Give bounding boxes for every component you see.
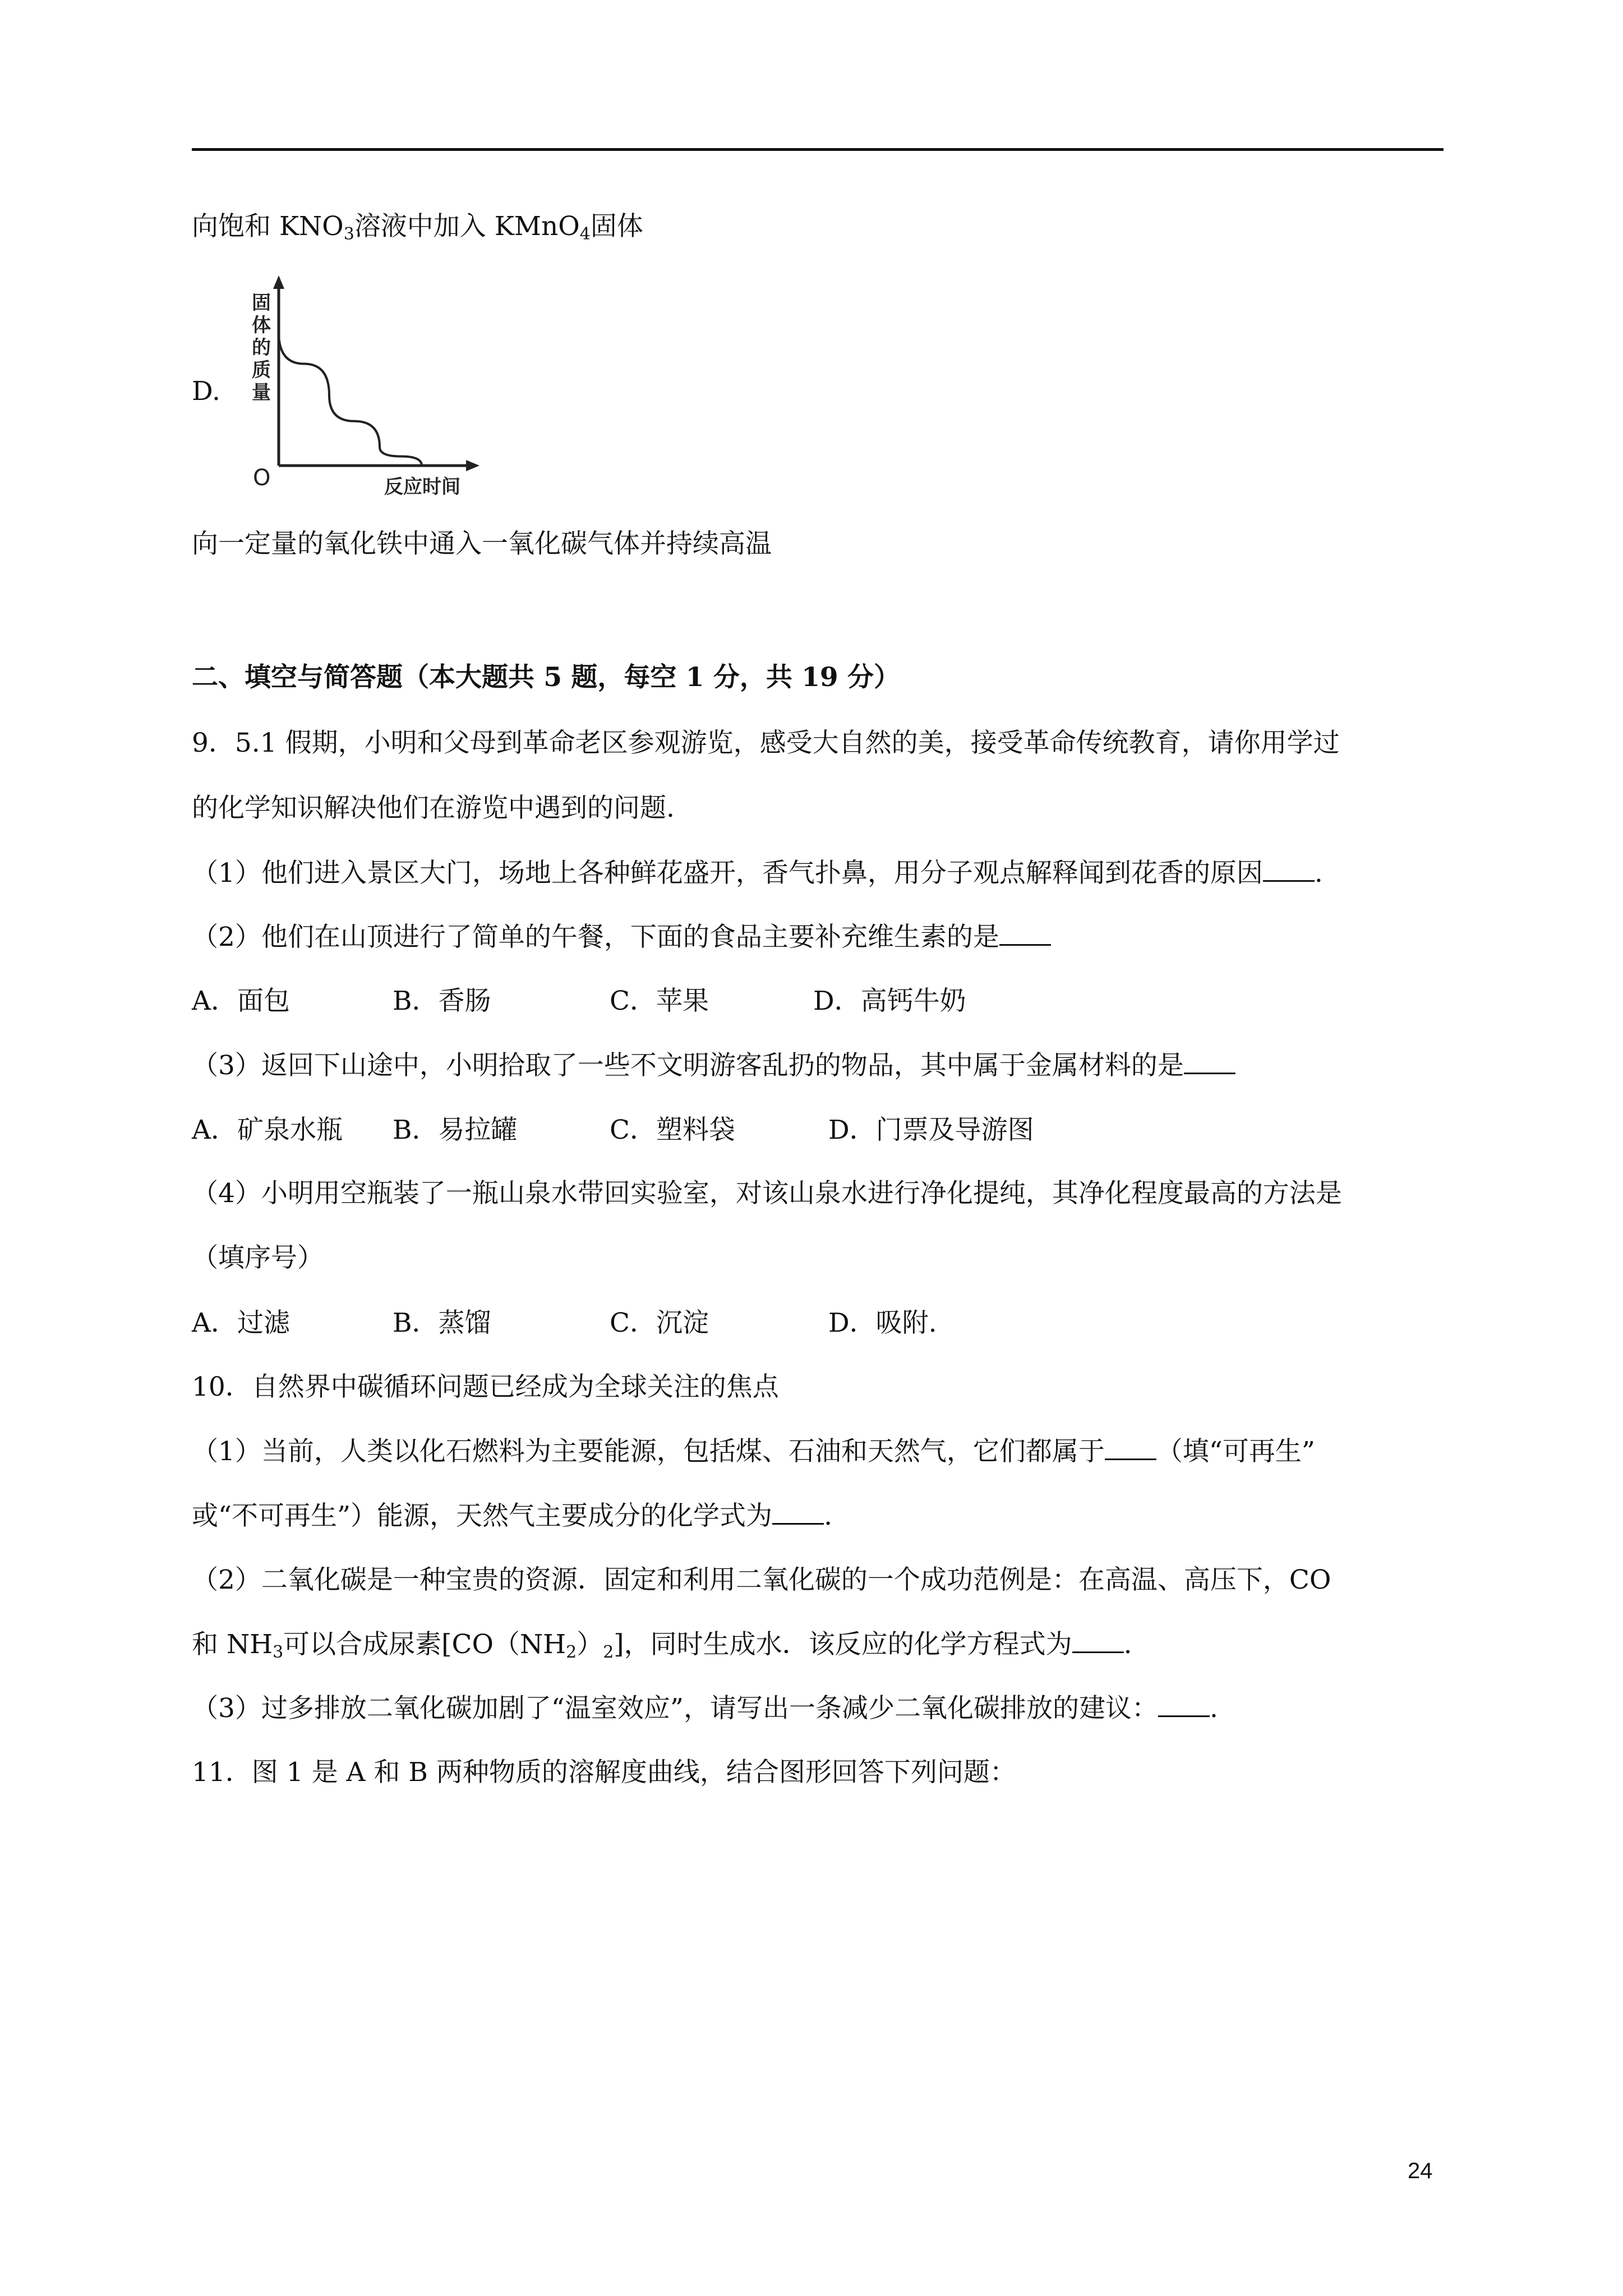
option-item[interactable]: D．吸附. [828, 1308, 937, 1338]
q11-title: 11．图 1 是 A 和 B 两种物质的溶解度曲线，结合图形回答下列问题： [192, 1757, 1016, 1788]
q9-part2-text: （2）他们在山顶进行了简单的午餐，下面的食品主要补充维生素的是 [192, 922, 999, 953]
q10-part2-text: ]，同时生成水．该反应的化学方程式为 [614, 1629, 1072, 1660]
answer-blank[interactable] [1072, 1631, 1124, 1653]
option-c-text-pre: 向饱和 KNO [192, 211, 344, 242]
y-axis-arrow-icon [273, 275, 284, 289]
option-d-label: D. [192, 376, 220, 407]
answer-blank[interactable] [1263, 860, 1315, 882]
option-item[interactable]: A．矿泉水瓶 [192, 1115, 343, 1145]
option-item[interactable]: C．沉淀 [610, 1308, 709, 1338]
q9-part3 [192, 1049, 1235, 1083]
answer-blank[interactable] [1105, 1438, 1156, 1460]
q10-part2-text: 和 NH [192, 1629, 273, 1660]
q9-part1-end: . [1314, 858, 1323, 889]
subscript: 3 [273, 1642, 284, 1662]
q10-part2-line1: （2）二氧化碳是一种宝贵的资源．固定和利用二氧化碳的一个成功范例是：在高温、高压下，CO [192, 1565, 1331, 1595]
option-item[interactable]: C．塑料袋 [610, 1115, 735, 1145]
q9-part1-text: （1）他们进入景区大门，场地上各种鲜花盛开，香气扑鼻，用分子观点解释闻到花香的原因 [192, 858, 1263, 889]
option-item[interactable]: A．过滤 [192, 1308, 290, 1338]
subscript: 4 [579, 224, 591, 244]
y-axis-label-char: 的 [252, 337, 271, 359]
q10-part3-text: （3）过多排放二氧化碳加剧了“温室效应”，请写出一条减少二氧化碳排放的建议： [192, 1693, 1158, 1724]
graph-curve [279, 332, 422, 466]
answer-blank[interactable] [772, 1503, 824, 1525]
option-d-caption: 向一定量的氧化铁中通入一氧化碳气体并持续高温 [192, 528, 772, 559]
answer-blank[interactable] [1158, 1695, 1210, 1717]
answer-blank[interactable] [1184, 1052, 1235, 1074]
q9-line2: 的化学知识解决他们在游览中遇到的问题. [192, 793, 675, 823]
q9-part4-line2: （填序号） [192, 1243, 324, 1273]
origin-label: O [253, 465, 271, 491]
x-axis-label: 反应时间 [384, 476, 460, 498]
option-item[interactable]: D．门票及导游图 [828, 1115, 1034, 1145]
y-axis-label-char: 质 [252, 359, 271, 381]
subscript: 3 [343, 224, 354, 244]
subscript: 2 [603, 1642, 614, 1662]
option-item[interactable]: B．蒸馏 [393, 1308, 491, 1338]
answer-blank[interactable] [999, 924, 1051, 946]
q10-part1-line1 [192, 1435, 1315, 1469]
q9-part4-line1: （4）小明用空瓶装了一瓶山泉水带回实验室，对该山泉水进行净化提纯，其净化程度最高的方法是 [192, 1178, 1342, 1209]
y-axis-label-char: 量 [252, 381, 271, 404]
q10-part1-text2: 或“不可再生”）能源，天然气主要成分的化学式为 [192, 1501, 773, 1531]
q9-part3-text: （3）返回下山途中，小明拾取了一些不文明游客乱扔的物品，其中属于金属材料的是 [192, 1050, 1184, 1081]
q10-part2-text: 可以合成尿素[CO（NH [283, 1629, 566, 1660]
q10-part3-end: . [1209, 1693, 1218, 1724]
q9-line1: 9．5.1 假期，小明和父母到革命老区参观游览，感受大自然的美，接受革命传统教育，请你用学过 [192, 728, 1340, 758]
q10-part1-line2 [192, 1499, 832, 1533]
option-c-text-post: 固体 [590, 211, 643, 242]
section-2-title: 二、填空与简答题（本大题共 5 题，每空 1 分，共 19 分） [192, 662, 900, 693]
q9-part2 [192, 921, 1051, 954]
q10-part1-end: . [824, 1501, 833, 1531]
option-c-text [192, 210, 643, 251]
q10-part2-line2 [192, 1628, 1132, 1669]
q10-part2-text: ） [577, 1629, 603, 1660]
y-axis-label [252, 292, 271, 404]
x-axis-arrow-icon [466, 460, 479, 471]
q9-part1 [192, 857, 1323, 890]
option-item[interactable]: A．面包 [192, 986, 290, 1016]
q10-part2-end: . [1123, 1629, 1132, 1660]
option-item[interactable]: D．高钙牛奶 [813, 986, 966, 1016]
q10-part3 [192, 1692, 1218, 1726]
option-item[interactable]: C．苹果 [610, 986, 709, 1016]
option-item[interactable]: B．香肠 [393, 986, 491, 1016]
header-rule [192, 148, 1444, 151]
q10-title: 10．自然界中碳循环问题已经成为全球关注的焦点 [192, 1372, 779, 1402]
option-c-text-mid: 溶液中加入 KMnO [354, 211, 580, 242]
option-item[interactable]: B．易拉罐 [393, 1115, 518, 1145]
y-axis-label-char: 固 [252, 292, 271, 314]
q10-part1-text: （1）当前，人类以化石燃料为主要能源，包括煤、石油和天然气，它们都属于 [192, 1436, 1105, 1467]
option-d-graph [250, 272, 485, 503]
subscript: 2 [566, 1642, 577, 1662]
y-axis-label-char: 体 [252, 314, 271, 337]
q10-part1-note: （填“可再生” [1156, 1436, 1315, 1467]
page-number: 24 [1408, 2159, 1433, 2183]
